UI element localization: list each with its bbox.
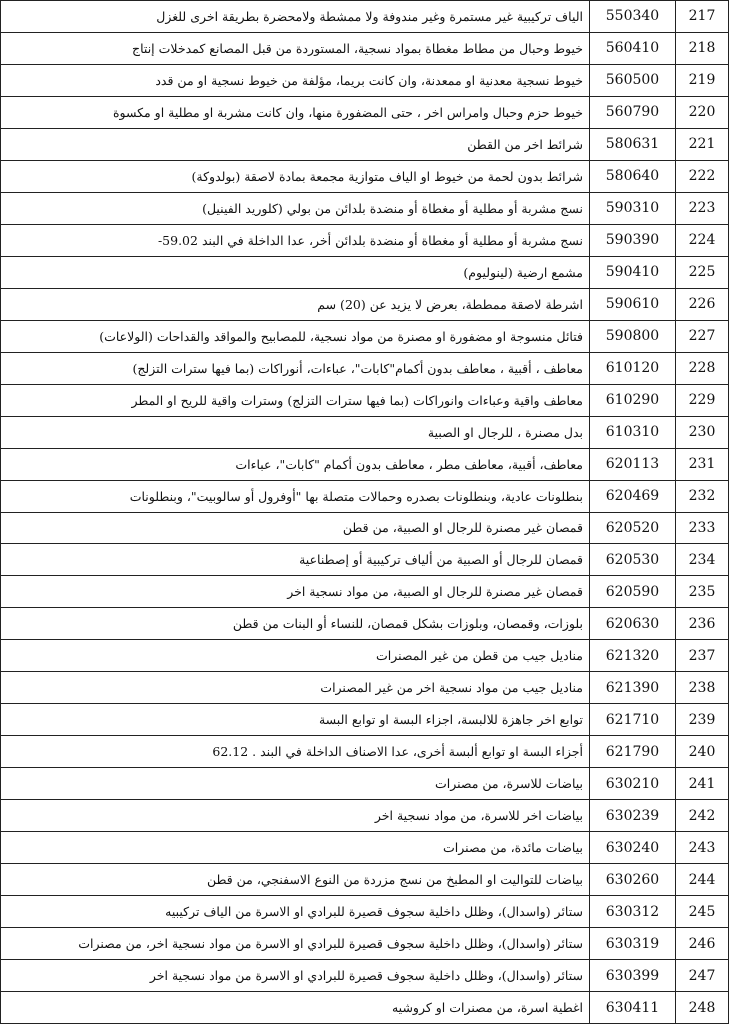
item-description: قمصان غير مصنرة للرجال او الصبية، من مواد نسجية اخر (1, 576, 590, 608)
tariff-code: 560790 (590, 96, 676, 128)
table-row (1, 800, 729, 832)
table-row (1, 352, 729, 384)
item-description: مناديل جيب من قطن من غير المصنرات (1, 640, 590, 672)
item-description: خيوط نسجية معدنية او ممعدنة، وان كانت بريما، مؤلفة من خيوط نسجية او من قدد (1, 64, 590, 96)
row-number: 236 (676, 608, 729, 640)
row-number: 227 (676, 320, 729, 352)
item-description: ستائر (واسدال)، وظلل داخلية سجوف قصيرة للبرادي او الاسرة من مواد نسجية اخر، من مصنرات (1, 928, 590, 960)
row-number: 226 (676, 288, 729, 320)
table-row (1, 160, 729, 192)
row-number: 243 (676, 832, 729, 864)
item-description: معاطف ، أقبية ، معاطف بدون أكمام"كابات"، عباءات، أنوراكات (بما فيها سترات التزلج) (1, 352, 590, 384)
item-description: نسج مشربة أو مطلية أو مغطاة أو منضدة بلدائن أخر، عدا الداخلة في البند 59.02- (1, 224, 590, 256)
tariff-code: 590310 (590, 192, 676, 224)
item-description: شرائط اخر من القطن (1, 128, 590, 160)
tariff-code: 610120 (590, 352, 676, 384)
tariff-code: 630312 (590, 896, 676, 928)
table-row (1, 224, 729, 256)
tariff-code: 630210 (590, 768, 676, 800)
item-description: بياضات اخر للاسرة، من مواد نسجية اخر (1, 800, 590, 832)
row-number: 234 (676, 544, 729, 576)
table-row (1, 64, 729, 96)
row-number: 219 (676, 64, 729, 96)
row-number: 228 (676, 352, 729, 384)
table-row (1, 928, 729, 960)
tariff-table-body (1, 1, 729, 1024)
tariff-code: 560500 (590, 64, 676, 96)
tariff-code: 630260 (590, 864, 676, 896)
tariff-code: 621710 (590, 704, 676, 736)
tariff-code: 590390 (590, 224, 676, 256)
row-number: 232 (676, 480, 729, 512)
row-number: 229 (676, 384, 729, 416)
row-number: 246 (676, 928, 729, 960)
table-row (1, 608, 729, 640)
row-number: 224 (676, 224, 729, 256)
table-row (1, 192, 729, 224)
tariff-code: 550340 (590, 1, 676, 33)
item-description: مناديل جيب من مواد نسجية اخر من غير المصنرات (1, 672, 590, 704)
table-row (1, 416, 729, 448)
row-number: 245 (676, 896, 729, 928)
item-description: الياف تركيبية غير مستمرة وغير مندوفة ولا ممشطة ولامحضرة بطريقة اخرى للغزل (1, 1, 590, 33)
tariff-code: 630319 (590, 928, 676, 960)
row-number: 220 (676, 96, 729, 128)
tariff-code: 630239 (590, 800, 676, 832)
tariff-code: 590610 (590, 288, 676, 320)
tariff-code: 620630 (590, 608, 676, 640)
table-row (1, 256, 729, 288)
row-number: 241 (676, 768, 729, 800)
row-number: 238 (676, 672, 729, 704)
table-row (1, 896, 729, 928)
row-number: 230 (676, 416, 729, 448)
item-description: نسج مشربة أو مطلية أو مغطاة أو منضدة بلدائن من بولي (كلوريد الفينيل) (1, 192, 590, 224)
item-description: بدل مصنرة ، للرجال او الصبية (1, 416, 590, 448)
tariff-code: 620590 (590, 576, 676, 608)
table-row (1, 576, 729, 608)
item-description: خيوط حزم وحبال وامراس اخر ، حتى المضفورة منها، وان كانت مشربة او مطلية او مكسوة (1, 96, 590, 128)
tariff-code: 580631 (590, 128, 676, 160)
table-row (1, 736, 729, 768)
table-row (1, 288, 729, 320)
tariff-code: 620520 (590, 512, 676, 544)
table-row (1, 32, 729, 64)
table-row (1, 864, 729, 896)
tariff-code: 630399 (590, 960, 676, 992)
tariff-code: 621390 (590, 672, 676, 704)
item-description: معاطف واقية وعباءات وانوراكات (بما فيها سترات التزلج) وسترات واقية للريح او المطر (1, 384, 590, 416)
table-row (1, 992, 729, 1024)
table-row (1, 128, 729, 160)
row-number: 242 (676, 800, 729, 832)
item-description: فتائل منسوجة او مضفورة او مصنرة من مواد نسجية، للمصابيح والمواقد والقداحات (الولاعات) (1, 320, 590, 352)
row-number: 231 (676, 448, 729, 480)
table-row (1, 384, 729, 416)
tariff-code: 590410 (590, 256, 676, 288)
row-number: 240 (676, 736, 729, 768)
table-row (1, 1, 729, 33)
tariff-code: 621320 (590, 640, 676, 672)
row-number: 248 (676, 992, 729, 1024)
table-row (1, 768, 729, 800)
item-description: بنطلونات عادية، وبنطلونات بصدره وحمالات متصلة بها "أوفرول أو سالوبيت"، وبنطلونات (1, 480, 590, 512)
item-description: قمصان للرجال أو الصبية من ألياف تركيبية أو إصطناعية (1, 544, 590, 576)
tariff-code: 610310 (590, 416, 676, 448)
tariff-code: 580640 (590, 160, 676, 192)
table-row (1, 96, 729, 128)
row-number: 223 (676, 192, 729, 224)
row-number: 218 (676, 32, 729, 64)
table-row (1, 704, 729, 736)
table-row (1, 832, 729, 864)
row-number: 217 (676, 1, 729, 33)
item-description: مشمع ارضية (لينوليوم) (1, 256, 590, 288)
item-description: قمصان غير مصنرة للرجال او الصبية، من قطن (1, 512, 590, 544)
table-row (1, 480, 729, 512)
item-description: خيوط وحبال من مطاط مغطاة بمواد نسجية، المستوردة من قبل المصانع كمدخلات إنتاج (1, 32, 590, 64)
item-description: بياضات للتواليت او المطبخ من نسج مزردة من النوع الاسفنجي، من قطن (1, 864, 590, 896)
table-row (1, 544, 729, 576)
item-description: أجزاء البسة او توابع ألبسة أخرى، عدا الاصناف الداخلة في البند . 62.12 (1, 736, 590, 768)
tariff-code: 630411 (590, 992, 676, 1024)
row-number: 244 (676, 864, 729, 896)
table-row (1, 448, 729, 480)
item-description: بلوزات، وقمصان، وبلوزات بشكل قمصان، للنساء أو البنات من قطن (1, 608, 590, 640)
item-description: بياضات مائدة، من مصنرات (1, 832, 590, 864)
item-description: شرائط بدون لحمة من خيوط او الياف متوازية مجمعة بمادة لاصقة (بولدوكة) (1, 160, 590, 192)
tariff-code: 610290 (590, 384, 676, 416)
item-description: اغطية اسرة، من مصنرات او كروشيه (1, 992, 590, 1024)
row-number: 233 (676, 512, 729, 544)
tariff-code: 620113 (590, 448, 676, 480)
table-row (1, 512, 729, 544)
item-description: اشرطة لاصقة ممططة، بعرض لا يزيد عن (20) سم (1, 288, 590, 320)
item-description: معاطف، أقبية، معاطف مطر ، معاطف بدون أكمام "كابات"، عباءات (1, 448, 590, 480)
tariff-code: 590800 (590, 320, 676, 352)
row-number: 225 (676, 256, 729, 288)
tariff-code: 621790 (590, 736, 676, 768)
tariff-code: 630240 (590, 832, 676, 864)
row-number: 239 (676, 704, 729, 736)
row-number: 235 (676, 576, 729, 608)
row-number: 222 (676, 160, 729, 192)
table-row (1, 320, 729, 352)
tariff-code: 560410 (590, 32, 676, 64)
table-row (1, 672, 729, 704)
item-description: ستائر (واسدال)، وظلل داخلية سجوف قصيرة للبرادي او الاسرة من مواد نسجية اخر (1, 960, 590, 992)
item-description: توابع اخر جاهزة للالبسة، اجزاء البسة او توابع البسة (1, 704, 590, 736)
tariff-code: 620469 (590, 480, 676, 512)
table-row (1, 640, 729, 672)
row-number: 221 (676, 128, 729, 160)
item-description: بياضات للاسرة، من مصنرات (1, 768, 590, 800)
row-number: 247 (676, 960, 729, 992)
item-description: ستائر (واسدال)، وظلل داخلية سجوف قصيرة للبرادي او الاسرة من الياف تركيبيه (1, 896, 590, 928)
tariff-code: 620530 (590, 544, 676, 576)
table-row (1, 960, 729, 992)
row-number: 237 (676, 640, 729, 672)
